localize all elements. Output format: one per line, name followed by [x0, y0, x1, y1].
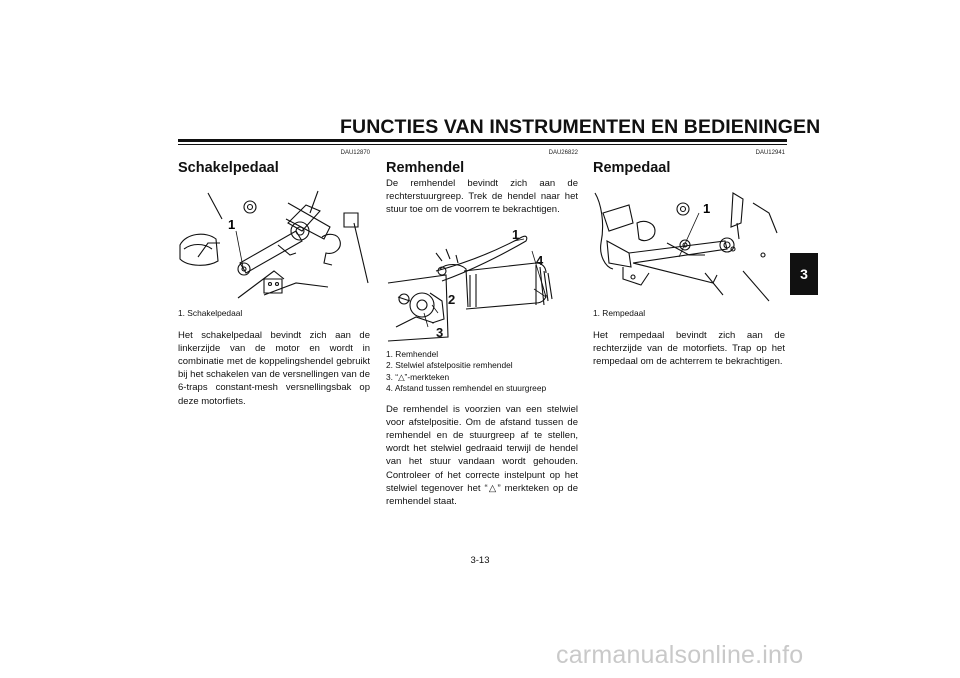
- shift-pedal-illustration: [178, 183, 370, 303]
- figure-caption: 1. Rempedaal: [593, 308, 646, 318]
- section-shift-pedal: [178, 150, 370, 408]
- watermark: carmanualsonline.info: [556, 641, 804, 669]
- header-rule-thin: [178, 144, 787, 145]
- callout-1: 1: [228, 217, 236, 232]
- figure-caption-3: 3. “△”-merkteken: [386, 371, 450, 382]
- chapter-tab: 3: [790, 253, 818, 295]
- callout-4: 4: [536, 252, 544, 268]
- body-text: De remhendel is voorzien van een stelwiel voor afstelpositie. Om de afstand tussen de remhendel en de stuurgreep af te stellen, wordt het stelwiel gedraaid terwijl de hendel van het stuur vandaan wordt gehouden. Controleer of het correcte instelpunt op het stelwiel tegenover het “△” merkteken op de remhendel staat.: [386, 403, 578, 508]
- header-rule-thick: [178, 139, 787, 142]
- page-title: FUNCTIES VAN INSTRUMENTEN EN BEDIENINGEN: [340, 116, 821, 138]
- section-brake-lever: [386, 150, 578, 508]
- figure-caption: 1. Schakelpedaal: [178, 308, 243, 318]
- figure-caption-1: 1. Remhendel: [386, 348, 439, 359]
- section-brake-pedal: [593, 150, 785, 368]
- callout-1: 1: [703, 201, 711, 216]
- section-code: DAU12941: [755, 150, 785, 156]
- section-code: DAU26822: [548, 150, 578, 156]
- callout-1: 1: [512, 226, 520, 242]
- brake-pedal-illustration: [593, 183, 785, 303]
- figure-caption-4: 4. Afstand tussen remhendel en stuurgreep: [386, 383, 547, 394]
- brake-lever-illustration: [386, 227, 578, 345]
- figure-caption-2: 2. Stelwiel afstelpositie remhendel: [386, 360, 513, 371]
- section-heading: Remhendel: [386, 160, 465, 176]
- section-heading: Rempedaal: [593, 160, 671, 176]
- body-text: Het schakelpedaal bevindt zich aan de linkerzijde van de motor en wordt in combinatie met de koppelingshendel gebruikt bij het schakelen van de versnellingen van de 6-traps constant-mesh versnellingsbak op deze motorfiets.: [178, 329, 370, 407]
- page-number: 3-13: [470, 555, 490, 566]
- section-code: DAU12870: [340, 150, 370, 156]
- body-text: Het rempedaal bevindt zich aan de rechterzijde van de motorfiets. Trap op het rempedaal om de achterrem te bekrachtigen.: [593, 329, 785, 367]
- intro-text: De remhendel bevindt zich aan de rechterstuurgreep. Trek de hendel naar het stuur toe om de voorrem te bekrachtigen.: [386, 178, 578, 216]
- callout-3: 3: [436, 324, 444, 340]
- section-heading: Schakelpedaal: [178, 160, 279, 176]
- callout-2: 2: [448, 291, 456, 307]
